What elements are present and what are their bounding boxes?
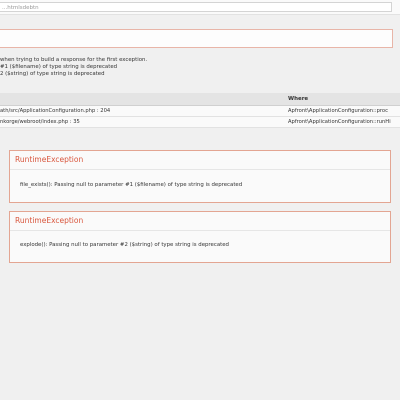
exception-message: file_exists(): Passing null to parameter #1 ($filename) of type string is deprecated (20, 182, 243, 188)
exception-title: RuntimeException (10, 151, 390, 170)
trace-file-cell: ath/src/ApplicationConfiguration.php : 204 (0, 106, 288, 117)
table-header-row (0, 93, 400, 106)
trace-where-cell: Apfront\ApplicationConfiguration::runHi (288, 117, 400, 128)
error-summary (0, 57, 400, 78)
summary-line: when trying to build a response for the first exception. (0, 57, 148, 63)
summary-line: 2 ($string) of type string is deprecated (0, 71, 105, 77)
stack-trace-table (0, 93, 400, 128)
error-header-box (0, 29, 393, 48)
exception-panel (9, 150, 391, 203)
table-row (0, 106, 400, 117)
column-header-file (0, 93, 288, 106)
browser-toolbar (0, 0, 400, 15)
trace-where-cell: Apfront\ApplicationConfiguration::proc (288, 106, 400, 117)
table-row (0, 117, 400, 128)
exception-panel (9, 211, 391, 263)
address-bar[interactable]: ...htmlsdebtn (0, 2, 392, 12)
trace-file-cell: nkorge/webroot/index.php : 35 (0, 117, 288, 128)
column-header-where: Where (288, 93, 400, 106)
exception-message: explode(): Passing null to parameter #2 ($string) of type string is deprecated (20, 242, 229, 248)
exception-title: RuntimeException (10, 212, 390, 231)
summary-line: #1 ($filename) of type string is deprecated (0, 64, 118, 70)
